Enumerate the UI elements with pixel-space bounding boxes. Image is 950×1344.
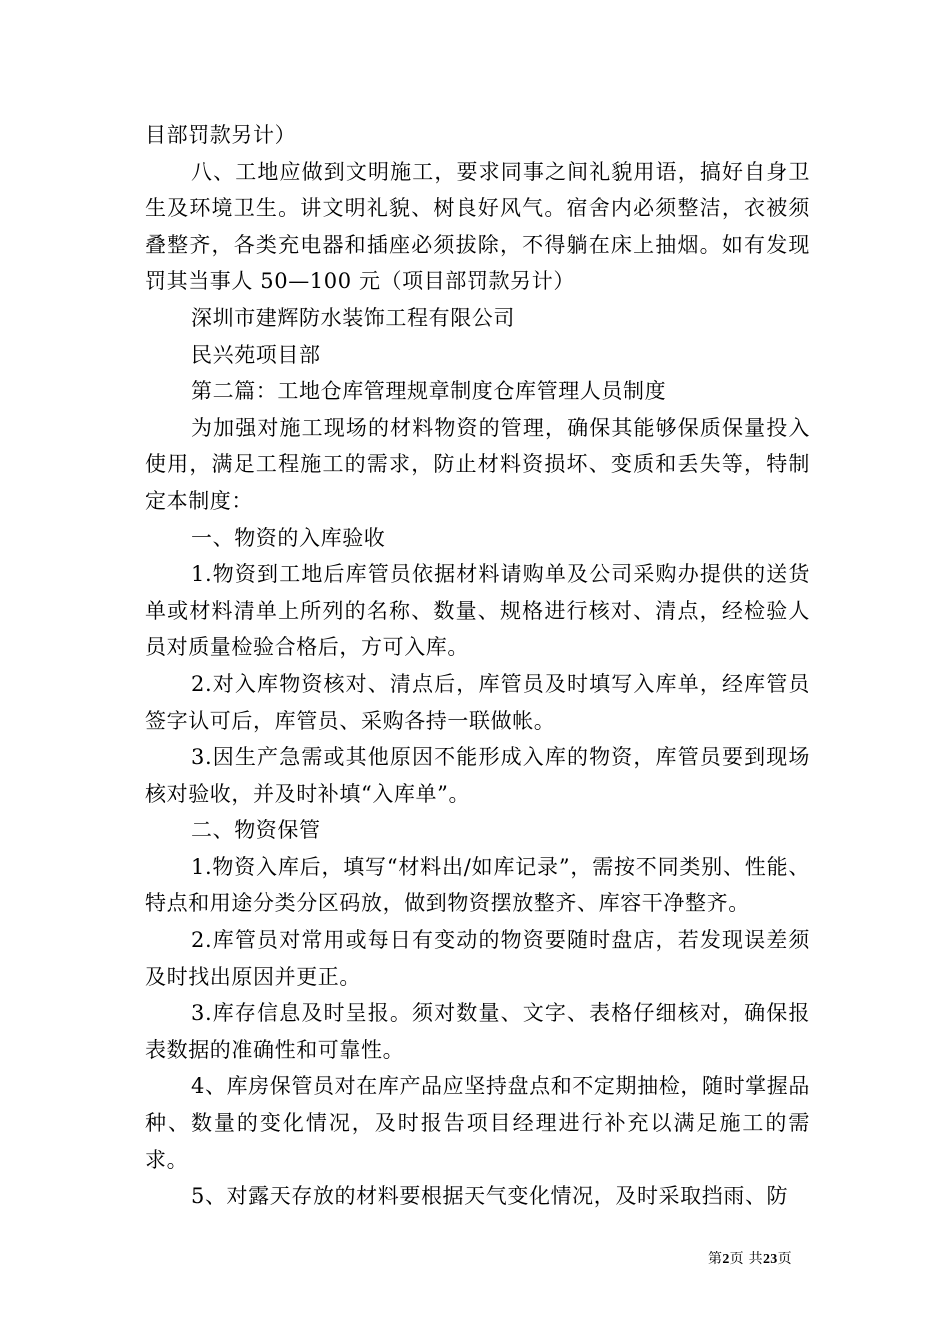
company-name: 深圳市建辉防水装饰工程有限公司 (191, 305, 515, 330)
total-pages-number: 23 (762, 1252, 778, 1267)
document-body (145, 117, 810, 1215)
page-footer (708, 1250, 792, 1269)
heading-receiving: 一、物资的入库验收 (191, 525, 386, 550)
paragraph-storage-5: 5、对露天存放的材料要根据天气变化情况，及时采取挡雨、防 (191, 1184, 789, 1209)
section-title: 第二篇：工地仓库管理规章制度仓库管理人员制度 (191, 379, 667, 404)
paragraph-storage-4: 4、库房保管员对在库产品应坚持盘点和不定期抽检，随时掌握品种、数量的变化情况，及时报告项目经理进行补充以满足施工的需求。 (145, 1074, 810, 1172)
paragraph-intro: 为加强对施工现场的材料物资的管理，确保其能够保质保量投入使用，满足工程施工的需求，防止材料资损坏、变质和丢失等，特制定本制度： (145, 415, 810, 513)
paragraph-storage-1: 1.物资入库后，填写“材料出/如库记录”，需按不同类别、性能、特点和用途分类分区码放，做到物资摆放整齐、库容干净整齐。 (145, 854, 810, 916)
footer-prefix: 第 (708, 1251, 723, 1267)
heading-storage: 二、物资保管 (191, 818, 321, 843)
footer-middle: 页 共 (729, 1251, 763, 1267)
paragraph-receiving-1: 1.物资到工地后库管员依据材料请购单及公司采购办提供的送货单或材料清单上所列的名称、数量、规格进行核对、清点，经检验人员对质量检验合格后，方可入库。 (145, 562, 810, 660)
paragraph-receiving-2: 2.对入库物资核对、清点后，库管员及时填写入库单，经库管员签字认可后，库管员、采购各持一联做帐。 (145, 671, 810, 733)
paragraph-storage-3: 3.库存信息及时呈报。须对数量、文字、表格仔细核对，确保报表数据的准确性和可靠性。 (145, 1001, 810, 1062)
current-page-number: 2 (722, 1252, 730, 1267)
paragraph-item-eight: 八、工地应做到文明施工，要求同事之间礼貌用语，搞好自身卫生及环境卫生。讲文明礼貌、树良好风气。宿舍内必须整洁，衣被须叠整齐，各类充电器和插座必须拔除，不得躺在床上抽烟。如有发现罚其当事人 50—100 元（项目部罚款另计） (145, 159, 810, 294)
project-department: 民兴苑项目部 (191, 342, 321, 367)
paragraph-continuation: 目部罚款另计） (145, 123, 297, 147)
paragraph-storage-2: 2.库管员对常用或每日有变动的物资要随时盘店，若发现误差须及时找出原因并更正。 (145, 928, 810, 989)
paragraph-receiving-3: 3.因生产急需或其他原因不能形成入库的物资，库管员要到现场核对验收，并及时补填“入库单”。 (145, 745, 810, 806)
footer-suffix: 页 (777, 1251, 792, 1267)
